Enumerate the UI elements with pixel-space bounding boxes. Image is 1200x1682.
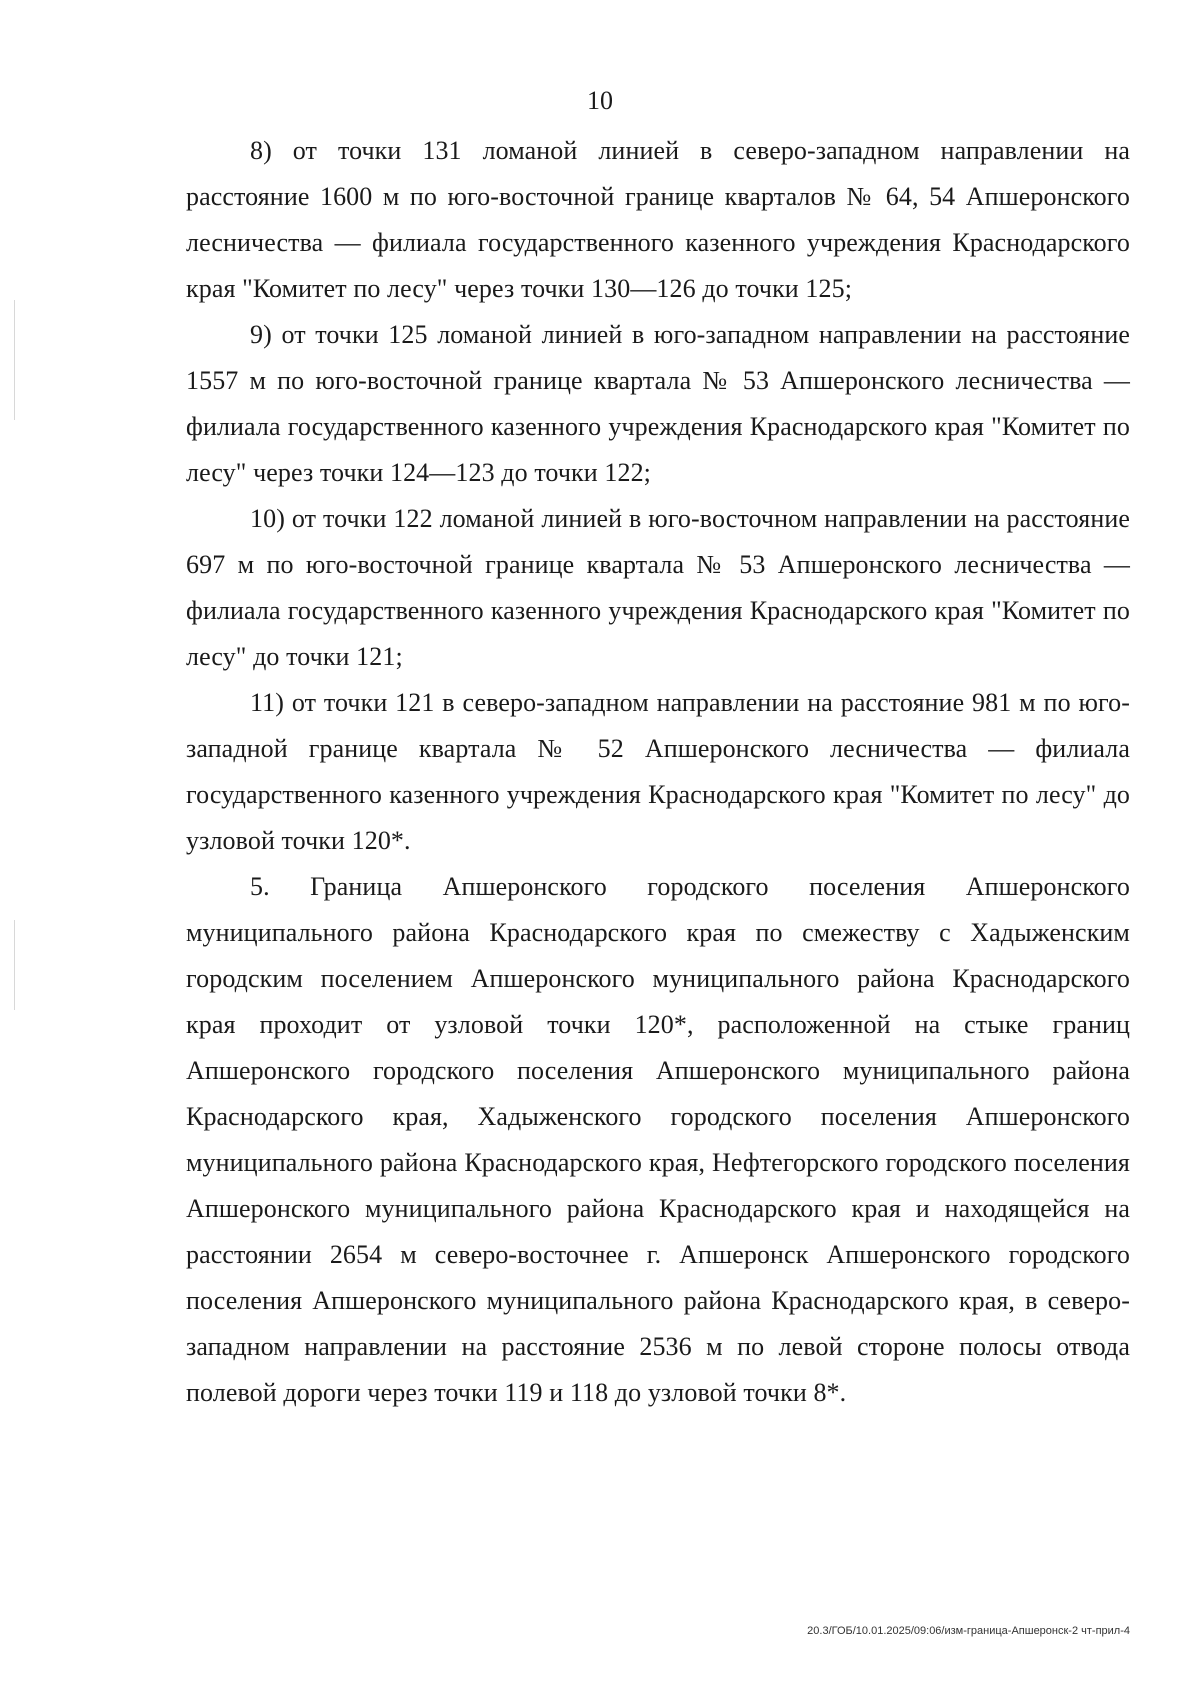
paragraph-item-10: 10) от точки 122 ломаной линией в юго-восточном направлении на расстояние 697 м по юго-восточной границе квартала № 53 Апшеронского лесничества — филиала государственного казенного учреждения Краснодарского края "Комитет по лесу" до точки 121; <box>186 504 1130 671</box>
page-number: 10 <box>587 86 613 115</box>
scan-margin-mark <box>14 300 15 420</box>
document-body <box>186 128 1130 1416</box>
paragraph-item-11: 11) от точки 121 в северо-западном направлении на расстояние 981 м по юго-западной границе квартала № 52 Апшеронского лесничества — филиала государственного казенного учреждения Краснодарского края "Комитет по лесу" до узловой точки 120*. <box>186 688 1130 855</box>
paragraph-item-9: 9) от точки 125 ломаной линией в юго-западном направлении на расстояние 1557 м по юго-восточной границе квартала № 53 Апшеронского лесничества — филиала государственного казенного учреждения Краснодарского края "Комитет по лесу" через точки 124—123 до точки 122; <box>186 320 1130 487</box>
scan-margin-mark <box>14 920 15 1010</box>
paragraph-section-5: 5. Граница Апшеронского городского поселения Апшеронского муниципального района Краснодарского края по смежеству с Хадыженским городским поселением Апшеронского муниципального района Краснодарского края проходит от узловой точки 120*, расположенной на стыке границ Апшеронского городского поселения Апшеронского муниципального района Краснодарского края, Хадыженского городского поселения Апшеронского муниципального района Краснодарского края, Нефтегорского городского поселения Апшеронского муниципального района Краснодарского края и находящейся на расстоянии 2654 м северо-восточнее г. Апшеронск Апшеронского городского поселения Апшеронского муниципального района Краснодарского края, в северо-западном направлении на расстояние 2536 м по левой стороне полосы отвода полевой дороги через точки 119 и 118 до узловой точки 8*. <box>186 872 1130 1407</box>
document-footer-code: 20.3/ГОБ/10.01.2025/09:06/изм-граница-Апшеронск-2 чт-прил-4 <box>807 1625 1130 1637</box>
paragraph-item-8: 8) от точки 131 ломаной линией в северо-западном направлении на расстояние 1600 м по юго-восточной границе кварталов № 64, 54 Апшеронского лесничества — филиала государственного казенного учреждения Краснодарского края "Комитет по лесу" через точки 130—126 до точки 125; <box>186 136 1130 303</box>
